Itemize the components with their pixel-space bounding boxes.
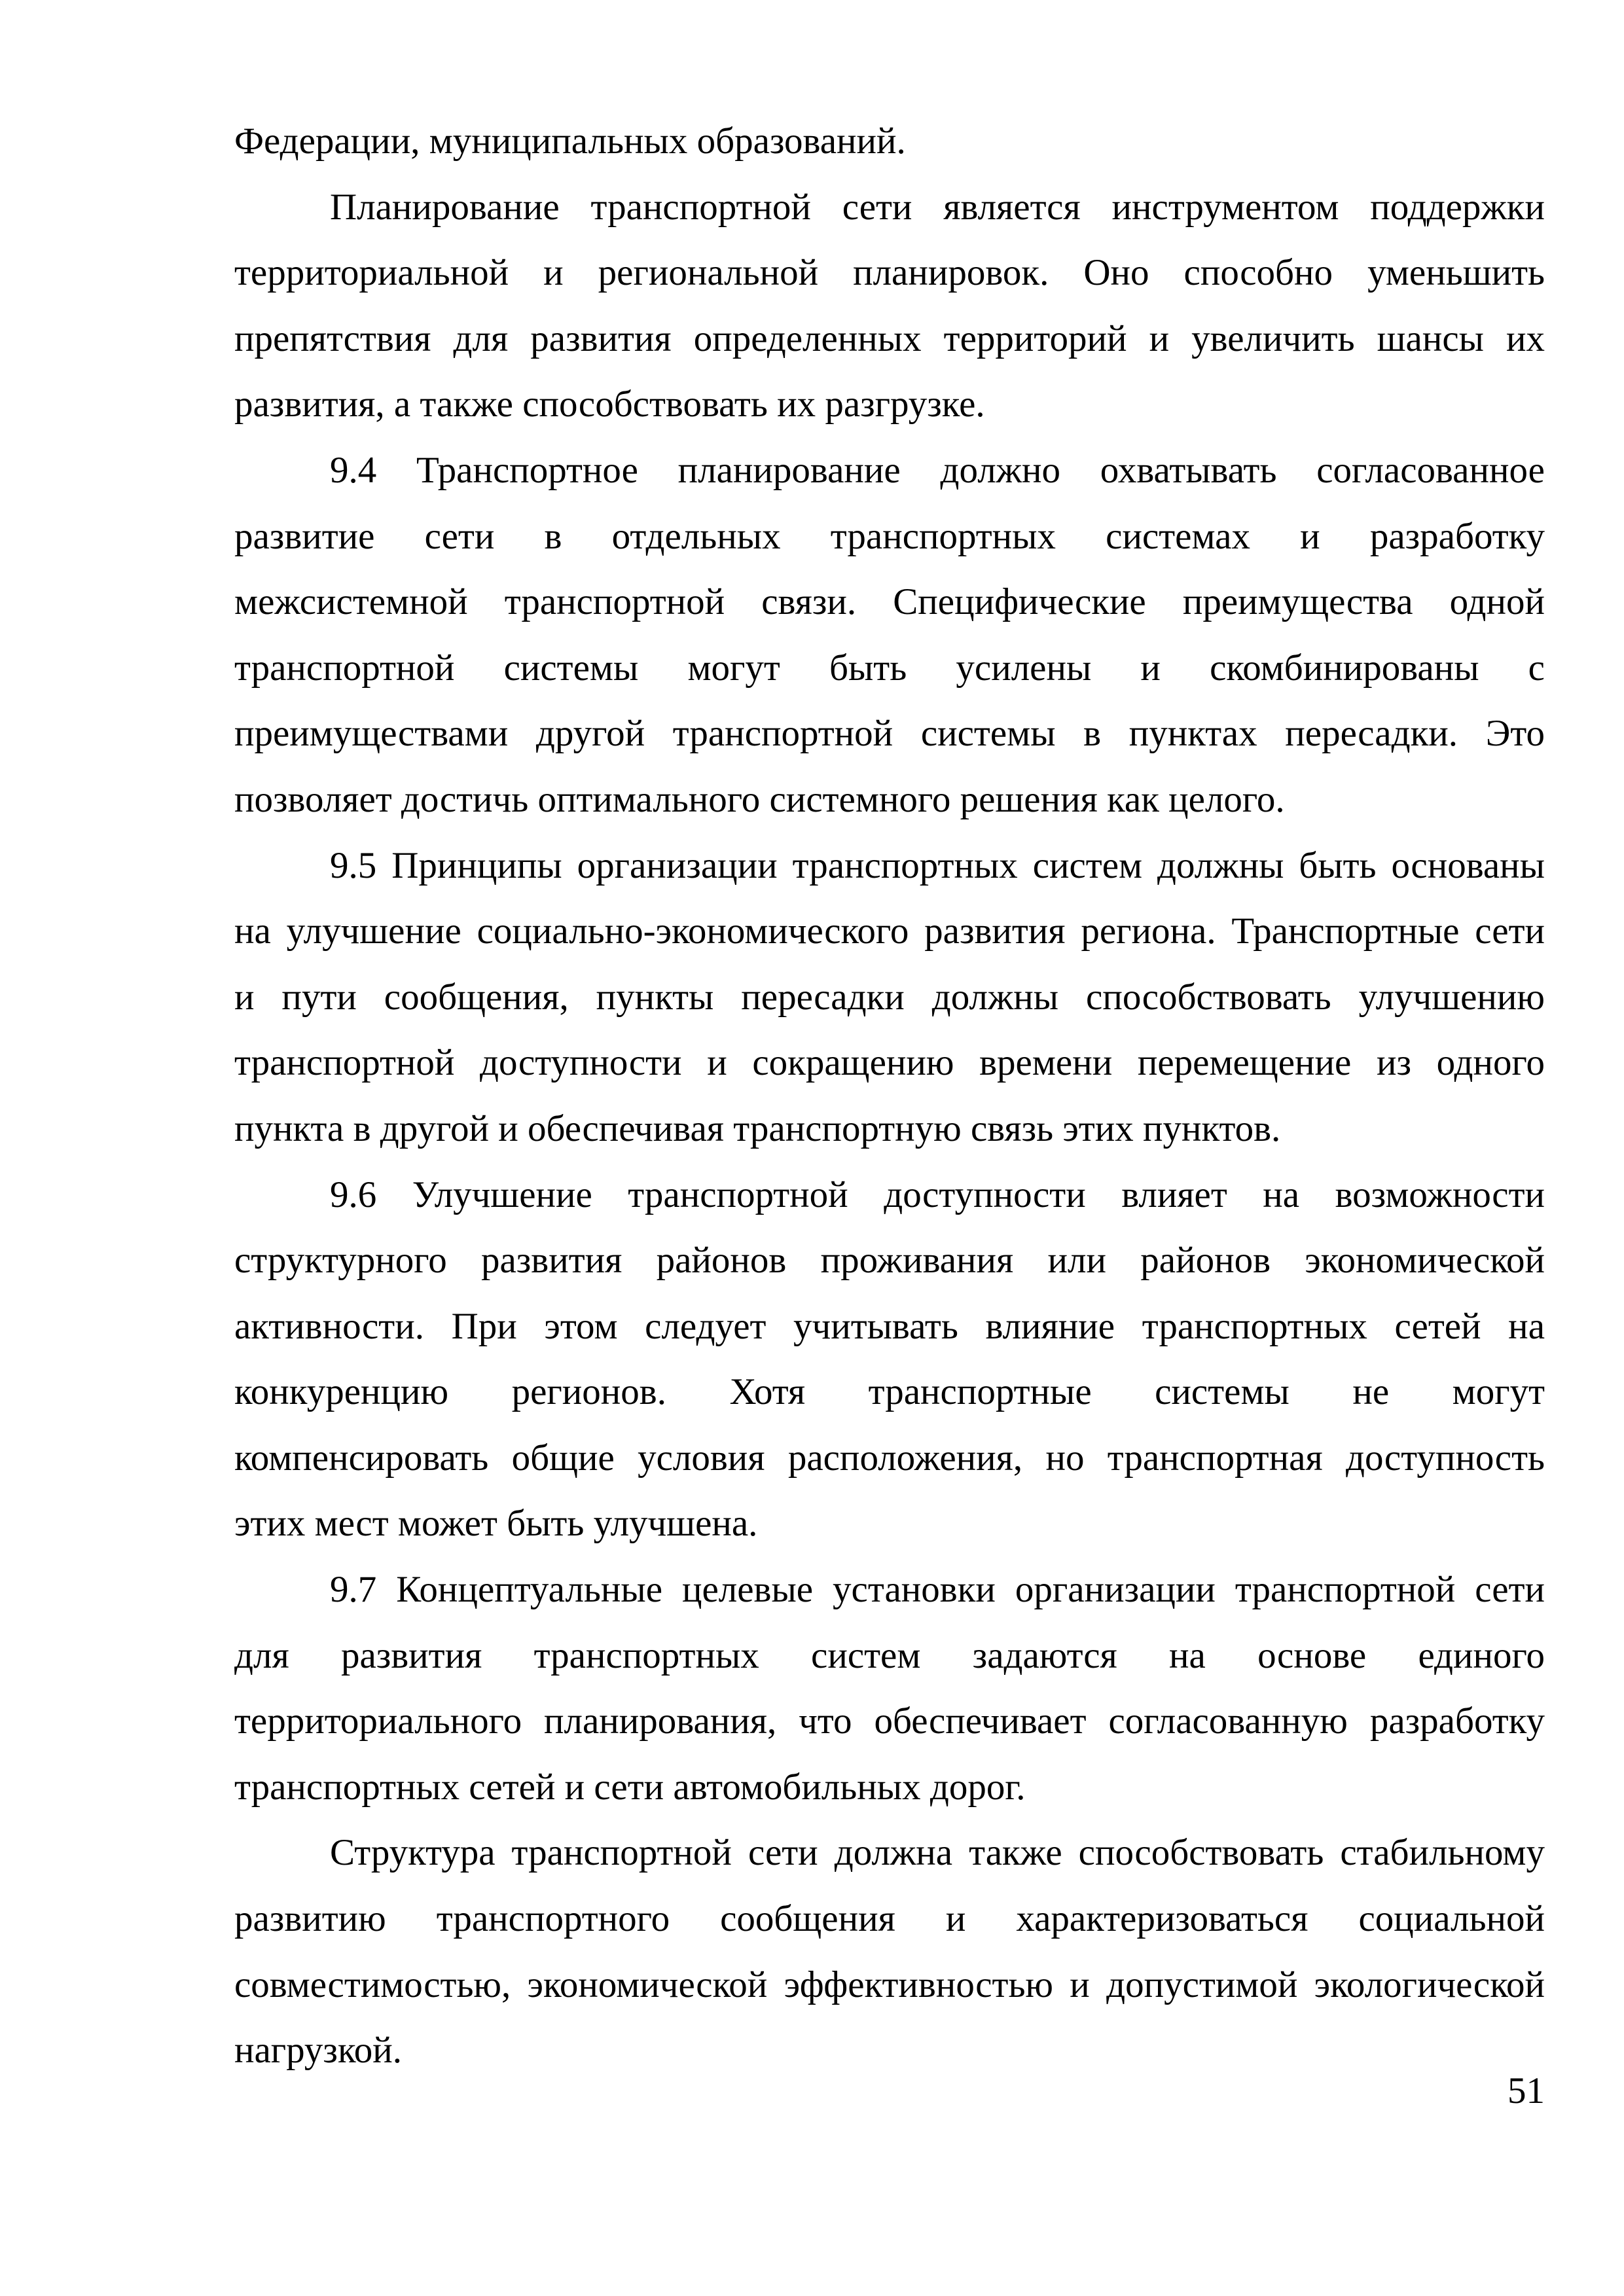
text-line: и пути сообщения, пункты пересадки должны способствовать улучшению bbox=[234, 976, 1545, 1018]
text-line: территориального планирования, что обеспечивает согласованную разработку bbox=[234, 1700, 1545, 1742]
text-line: Планирование транспортной сети является инструментом поддержки bbox=[330, 186, 1545, 228]
text-line: развития, а также способствовать их разгрузке. bbox=[234, 384, 985, 425]
paragraph bbox=[234, 109, 1545, 175]
paragraph bbox=[234, 1820, 1545, 2083]
paragraph bbox=[234, 1557, 1545, 1820]
text-line: межсистемной транспортной связи. Специфические преимущества одной bbox=[234, 581, 1545, 623]
text-line: структурного развития районов проживания или районов экономической bbox=[234, 1240, 1545, 1282]
text-line: совместимостью, экономической эффективностью и допустимой экологической bbox=[234, 1964, 1545, 2005]
paragraph bbox=[234, 833, 1545, 1162]
text-line: 9.6 Улучшение транспортной доступности влияет на возможности bbox=[330, 1174, 1545, 1215]
text-line: территориальной и региональной планировок. Оно способно уменьшить bbox=[234, 252, 1545, 294]
text-line: конкуренцию регионов. Хотя транспортные системы не могут bbox=[234, 1371, 1545, 1413]
page-number: 51 bbox=[1507, 2070, 1545, 2111]
body-text bbox=[234, 109, 1545, 2084]
text-line: транспортной доступности и сокращению времени перемещение из одного bbox=[234, 1042, 1545, 1084]
text-line: транспортной системы могут быть усилены и скомбинированы с bbox=[234, 647, 1545, 689]
text-line: для развития транспортных систем задаются на основе единого bbox=[234, 1634, 1545, 1676]
text-line: 9.5 Принципы организации транспортных систем должны быть основаны bbox=[330, 844, 1545, 886]
text-line: пункта в другой и обеспечивая транспортную связь этих пунктов. bbox=[234, 1107, 1281, 1149]
text-line: развитию транспортного сообщения и характеризоваться социальной bbox=[234, 1898, 1545, 1940]
text-line: позволяет достичь оптимального системного решения как целого. bbox=[234, 778, 1285, 820]
text-line: активности. При этом следует учитывать влияние транспортных сетей на bbox=[234, 1305, 1545, 1347]
text-line: развитие сети в отдельных транспортных системах и разработку bbox=[234, 515, 1545, 557]
text-line: Структура транспортной сети должна также способствовать стабильному bbox=[330, 1832, 1545, 1874]
text-line: препятствия для развития определенных территорий и увеличить шансы их bbox=[234, 317, 1545, 359]
text-line: этих мест может быть улучшена. bbox=[234, 1503, 758, 1545]
text-line: преимуществами другой транспортной системы в пунктах пересадки. Это bbox=[234, 713, 1545, 755]
text-line: нагрузкой. bbox=[234, 2030, 402, 2072]
text-line: 9.7 Концептуальные целевые установки организации транспортной сети bbox=[330, 1569, 1545, 1611]
text-line: на улучшение социально-экономического развития региона. Транспортные сети bbox=[234, 910, 1545, 952]
paragraph bbox=[234, 1162, 1545, 1558]
text-line: компенсировать общие условия расположения, но транспортная доступность bbox=[234, 1437, 1545, 1479]
paragraph bbox=[234, 175, 1545, 438]
text-line: транспортных сетей и сети автомобильных дорог. bbox=[234, 1766, 1026, 1808]
text-line: 9.4 Транспортное планирование должно охватывать согласованное bbox=[330, 449, 1545, 491]
paragraph bbox=[234, 438, 1545, 833]
text-line: Федерации, муниципальных образований. bbox=[234, 120, 906, 162]
